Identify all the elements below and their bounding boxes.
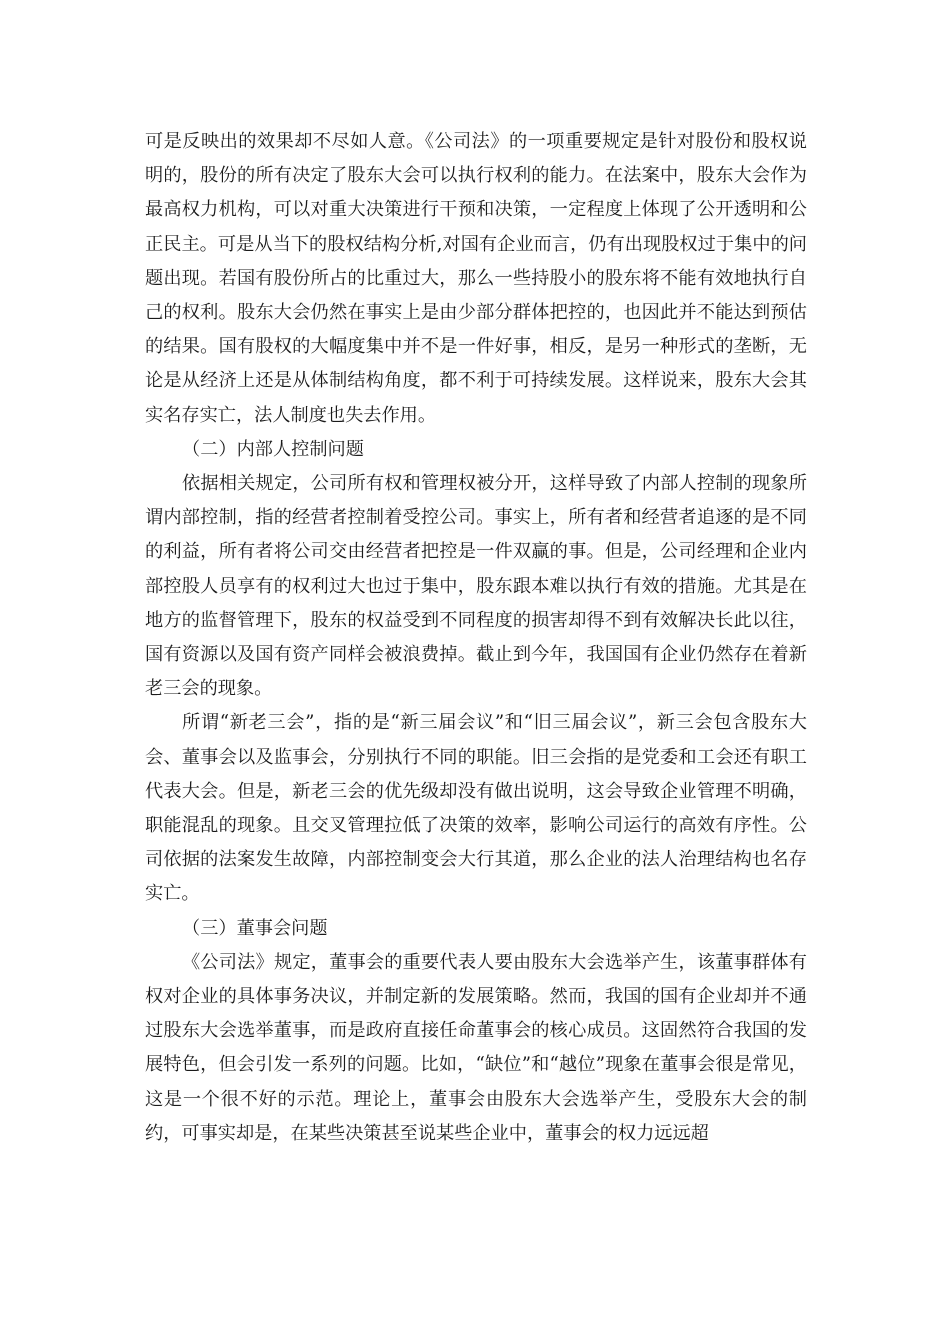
document-page (145, 125, 807, 1151)
paragraph-new-old-three-committees: 所谓“新老三会”，指的是“新三届会议”和“旧三届会议”，新三会包含股东大会、董事会以及监事会，分别执行不同的职能。旧三会指的是党委和工会还有职工代表大会。但是，新老三会的优先级却没有做出说明，这会导致企业管理不明确，职能混乱的现象。且交叉管理拉低了决策的效率，影响公司运行的高效有序性。公司依据的法案发生故障，内部控制变会大行其道，那么企业的法人治理结构也名存实亡。 (145, 712, 807, 905)
paragraph-shareholder-meeting: 可是反映出的效果却不尽如人意。《公司法》的一项重要规定是针对股份和股权说明的，股份的所有决定了股东大会可以执行权利的能力。在法案中，股东大会作为最高权力机构，可以对重大决策进行干预和决策，一定程度上体现了公开透明和公正民主。可是从当下的股权结构分析,对国有企业而言，仍有出现股权过于集中的问题出现。若国有股份所占的比重过大，那么一些持股小的股东将不能有效地执行自己的权利。股东大会仍然在事实上是由少部分群体把控的，也因此并不能达到预估的结果。国有股权的大幅度集中并不是一件好事，相反，是另一种形式的垄断，无论是从经济上还是从体制结构角度，都不利于可持续发展。这样说来，股东大会其实名存实亡，法人制度也失去作用。 (145, 131, 807, 426)
paragraph-insider-control: 依据相关规定，公司所有权和管理权被分开，这样导致了内部人控制的现象所谓内部控制，指的经营者控制着受控公司。事实上，所有者和经营者追逐的是不同的利益，所有者将公司交由经营者把控是一件双赢的事。但是，公司经理和企业内部控股人员享有的权利过大也过于集中，股东跟本难以执行有效的措施。尤其是在地方的监督管理下，股东的权益受到不同程度的损害却得不到有效解决长此以往，国有资源以及国有资产同样会被浪费掉。截止到今年，我国国有企业仍然存在着新老三会的现象。 (145, 473, 807, 700)
section-heading-insider-control: （二）内部人控制问题 (182, 438, 364, 460)
paragraph-board-of-directors: 《公司法》规定，董事会的重要代表人要由股东大会选举产生，该董事群体有权对企业的具体事务决议，并制定新的发展策略。然而，我国的国有企业却并不通过股东大会选举董事，而是政府直接任命董事会的核心成员。这固然符合我国的发展特色，但会引发一系列的问题。比如，“缺位”和“越位”现象在董事会很是常见，这是一个很不好的示范。理论上，董事会由股东大会选举产生，受股东大会的制约，可事实却是，在某些决策甚至说某些企业中，董事会的权力远远超 (145, 951, 807, 1144)
section-heading-board-of-directors: （三）董事会问题 (182, 917, 328, 939)
